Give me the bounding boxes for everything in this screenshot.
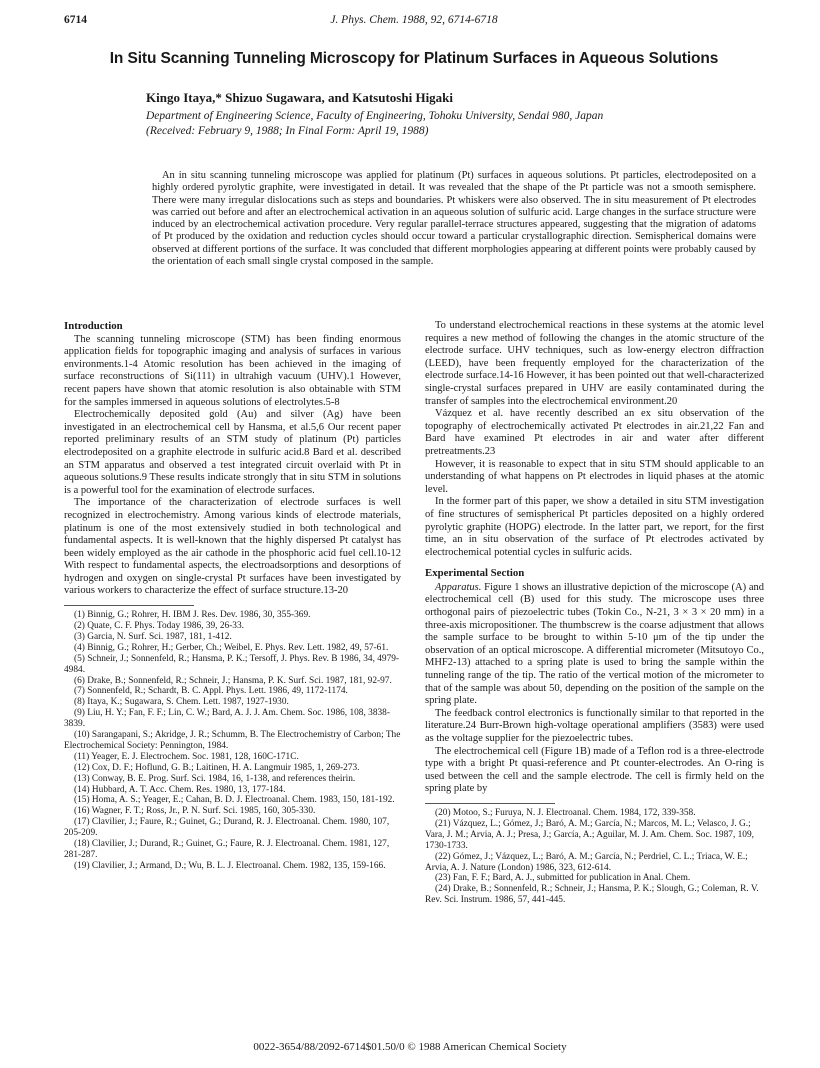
body-paragraph: The electrochemical cell (Figure 1B) made of a Teflon rod is a three-electrode type with a bright Pt quasi-reference and Pt counter-electrodes. An O-ring is used between the cell and the sample electrode. The cell is firmly held on the spring plate by xyxy=(425,745,764,795)
reference-item: (23) Fan, F. F.; Bard, A. J., submitted for publication in Anal. Chem. xyxy=(435,873,691,884)
intro-paragraph: The importance of the characterization of electrode surfaces is well recognized in electrochemistry. Among various kinds of electrode materials, platinum is one of the most extensively studied in both technological and fundamental aspects. It is well-known that the highly dispersed Pt catalyst has been widely employed as the air cathode in the phosphoric acid fuel cell.10-12 With respect to fundamental aspects, the electroadsorptions and desorptions of hydrogen and oxygen on single-crystal Pt surfaces have been investigated by various workers to characterize the effect of surface structure.13-20 xyxy=(64,497,401,597)
reference-item: (17) Clavilier, J.; Faure, R.; Guinet, G.; Durand, R. J. Electroanal. Chem. 1980, 107, 205-209. xyxy=(64,817,390,839)
right-column xyxy=(425,320,764,906)
reference-item: (15) Homa, A. S.; Yeager, E.; Cahan, B. D. J. Electroanal. Chem. 1983, 150, 181-192. xyxy=(74,795,395,806)
intro-paragraph: The scanning tunneling microscope (STM) has been finding enormous application fields for topographic imaging and analysis of surfaces in various environments.1-4 Atomic resolution has been achieved in the imaging of surface reconstructions of Si(111) in ultrahigh vacuum (UHV).1 However, recent papers have shown that atomic resolution is also obtainable with STM for the samples immersed in aqueous solutions of electrolytes.5-8 xyxy=(64,333,401,408)
reference-item: (6) Drake, B.; Sonnenfeld, R.; Schneir, J.; Hansma, P. K. Surf. Sci. 1987, 181, 92-97. xyxy=(74,675,392,686)
footnote-divider xyxy=(64,605,194,606)
reference-item: (3) Garcia, N. Surf. Sci. 1987, 181, 1-412. xyxy=(74,631,232,642)
reference-item: (14) Hubbard, A. T. Acc. Chem. Res. 1980, 13, 177-184. xyxy=(74,784,286,795)
paper-title: In Situ Scanning Tunneling Microscopy for Platinum Surfaces in Aqueous Solutions xyxy=(109,50,719,67)
reference-item: (5) Schneir, J.; Sonnenfeld, R.; Hansma, P. K.; Tersoff, J. Phys. Rev. B 1986, 34, 4979-4984. xyxy=(64,653,400,675)
reference-item: (2) Quate, C. F. Phys. Today 1986, 39, 26-33. xyxy=(74,620,244,631)
running-header xyxy=(64,14,764,30)
reference-item: (9) Liu, H. Y.; Fan, F. F.; Lin, C. W.; Bard, A. J. J. Am. Chem. Soc. 1986, 108, 3838-3839. xyxy=(64,708,390,730)
affiliation: Department of Engineering Science, Faculty of Engineering, Tohoku University, Sendai 980, Japan xyxy=(146,110,604,122)
reference-item: (1) Binnig, G.; Rohrer, H. IBM J. Res. Dev. 1986, 30, 355-369. xyxy=(74,610,311,621)
reference-item: (16) Wagner, F. T.; Ross, Jr., P. N. Surf. Sci. 1985, 160, 305-330. xyxy=(74,806,316,817)
left-column xyxy=(64,320,401,872)
apparatus-text: Figure 1 shows an illustrative depiction of the microscope (A) and electrochemical cell (B) used for this study. The microscope uses three orthogonal pairs of piezoelectric tubes (Tokin Co., N-21, 3 × 3 × 20 mm) in a three-axis micropositioner. The thumbscrew is the coarse adjustment that allows the sample surface to be brought to within 5-10 μm of the tip under the observation of an optical microscope. A differential micrometer (Mitsutoyo Co., MHF2-13) attached to a spring plate is used to bring the sample within the tunneling range of the tip. The ratio of the vertical motion of the micrometer to that of the sample was about 50, depending on the position of the sample on the spring plate. xyxy=(425,581,764,707)
experimental-heading: Experimental Section xyxy=(425,567,525,580)
journal-citation: J. Phys. Chem. 1988, 92, 6714-6718 xyxy=(330,14,498,26)
reference-item: (8) Itaya, K.; Sugawara, S. Chem. Lett. 1987, 1927-1930. xyxy=(74,697,289,708)
reference-item: (24) Drake, B.; Sonnenfeld, R.; Schneir, J.; Hansma, P. K.; Slough, G.; Coleman, R. V. Rev. Sci. Instrum. 1986, 57, 441-445. xyxy=(425,884,759,906)
reference-item: (19) Clavilier, J.; Armand, D.; Wu, B. L. J. Electroanal. Chem. 1982, 135, 159-166. xyxy=(74,860,386,871)
affiliation-block xyxy=(146,109,603,139)
page-number: 6714 xyxy=(64,14,87,26)
reference-item: (4) Binnig, G.; Rohrer, H.; Gerber, Ch.; Weibel, E. Phys. Rev. Lett. 1982, 49, 57-61. xyxy=(74,642,389,653)
reference-item: (20) Motoo, S.; Furuya, N. J. Electroanal. Chem. 1984, 172, 339-358. xyxy=(435,807,696,818)
body-paragraph: The feedback control electronics is functionally similar to that reported in the literature.24 Burr-Brown high-voltage operational amplifiers (3583) were used as the voltage supplier for the piezoelectric tubes. xyxy=(425,707,764,744)
reference-item: (12) Cox, D. F.; Hoflund, G. B.; Laitinen, H. A. Langmuir 1985, 1, 269-273. xyxy=(74,762,360,773)
abstract: An in situ scanning tunneling microscope was applied for platinum (Pt) surfaces in aqueous solutions. Pt particles, electrodeposited on a highly ordered pyrolytic graphite, were investigated in detail. It was revealed that the shape of the Pt particle was not a smooth semisphere. There were many irregular dislocations such as steps and boundaries. Pt whiskers were also observed. The in situ measurement of Pt electrodes was carried out before and after an electrochemical activation in an aqueous solution of sulfuric acid. Large changes in the surface structure were induced by an electrochemical activation procedure. Very regular parallel-terrace structures appeared, suggesting that the migration of adatoms of Pt produced by the oxidation and reduction cycles should occur toward a particular crystallographic direction. Semispherical domains were observed at different portions of the surface. It was concluded that different morphologies appearing at different points were probably caused by the orientation of each small single crystal composed in the sample. xyxy=(152,170,756,268)
body-paragraph: Vázquez et al. have recently described an ex situ observation of the topography of electrochemically activated Pt electrodes in air.21,22 Fan and Bard have examined Pt electrodes in air and water after different pretreatments.23 xyxy=(425,408,764,457)
apparatus-paragraph xyxy=(425,582,764,708)
body-paragraph: To understand electrochemical reactions in these systems at the atomic level requires a new method of following the changes in the atomic structure of the electrode surface. UHV techniques, such as low-energy electron diffraction (LEED), have been frequently employed for the characterization of the electrode surface.14-16 However, it has been pointed out that well-characterized single-crystal surfaces prepared in UHV are easily contaminated during the transfer of samples into the electrochemical environment.20 xyxy=(425,320,764,407)
author-list: Kingo Itaya,* Shizuo Sugawara, and Katsutoshi Higaki xyxy=(146,90,454,105)
footnote-divider xyxy=(425,803,555,804)
reference-item: (22) Gómez, J.; Vázquez, L.; Baró, A. M.; García, N.; Perdriel, C. L.; Triaca, W. E.; Arvia, A. J. Nature (London) 1986, 323, 612-614. xyxy=(425,851,748,873)
reference-item: (11) Yeager, E. J. Electrochem. Soc. 1981, 128, 160C-171C. xyxy=(74,751,299,762)
reference-item: (21) Vázquez, L.; Gómez, J.; Baró, A. M.; García, N.; Marcos, M. L.; Velasco, J. G.; Vara, J. M.; Arvia, A. J.; Presa, J.; García, A.; Aguilar, M. J. Am. Chem. Soc. 1987, 109, 1730-1733. xyxy=(425,818,754,851)
reference-item: (13) Conway, B. E. Prog. Surf. Sci. 1984, 16, 1-138, and references theirin. xyxy=(74,773,356,784)
reference-item: (7) Sonnenfeld, R.; Schardt, B. C. Appl. Phys. Lett. 1986, 49, 1172-1174. xyxy=(74,686,348,697)
intro-paragraph: Electrochemically deposited gold (Au) and silver (Ag) have been investigated in an electrochemical cell by Hansma, et al.5,6 Our recent paper reported preliminary results of an STM study of platinum (Pt) particles electrodeposited on a graphite electrode in sulfuric acid.8 Bard et al. described an STM apparatus and observed a test integrated circuit overlaid with Pt in aqueous solutions.9 These results indicate strongly that in situ STM in solutions is a powerful tool for the examination of electrode surfaces. xyxy=(64,409,401,496)
body-paragraph: However, it is reasonable to expect that in situ STM should applicable to an understanding of what happens on Pt electrodes in liquid phases at the atomic level. xyxy=(425,458,764,495)
copyright-footer: 0022-3654/88/2092-6714$01.50/0 © 1988 American Chemical Society xyxy=(253,1041,567,1053)
introduction-heading: Introduction xyxy=(64,320,123,332)
apparatus-label: Apparatus. xyxy=(435,581,482,593)
received-dates: (Received: February 9, 1988; In Final Form: April 19, 1988) xyxy=(146,125,429,137)
reference-item: (10) Sarangapani, S.; Akridge, J. R.; Schumm, B. The Electrochemistry of Carbon; The Electrochemical Society: Pennington, 1984. xyxy=(64,730,401,751)
reference-list-right xyxy=(425,808,764,906)
reference-item: (18) Clavilier, J.; Durand, R.; Guinet, G.; Faure, R. J. Electroanal. Chem. 1981, 127, 281-287. xyxy=(64,839,390,860)
reference-list-left xyxy=(64,610,401,872)
body-paragraph: In the former part of this paper, we show a detailed in situ STM investigation of fine structures of semispherical Pt particles deposited on a highly ordered pyrolytic graphite (HOPG) electrode. In the latter part, we report, for the first time, an in situ observation of the surface of Pt electrodes activated by electrochemical potential cycles in sulfuric acids. xyxy=(425,496,764,558)
